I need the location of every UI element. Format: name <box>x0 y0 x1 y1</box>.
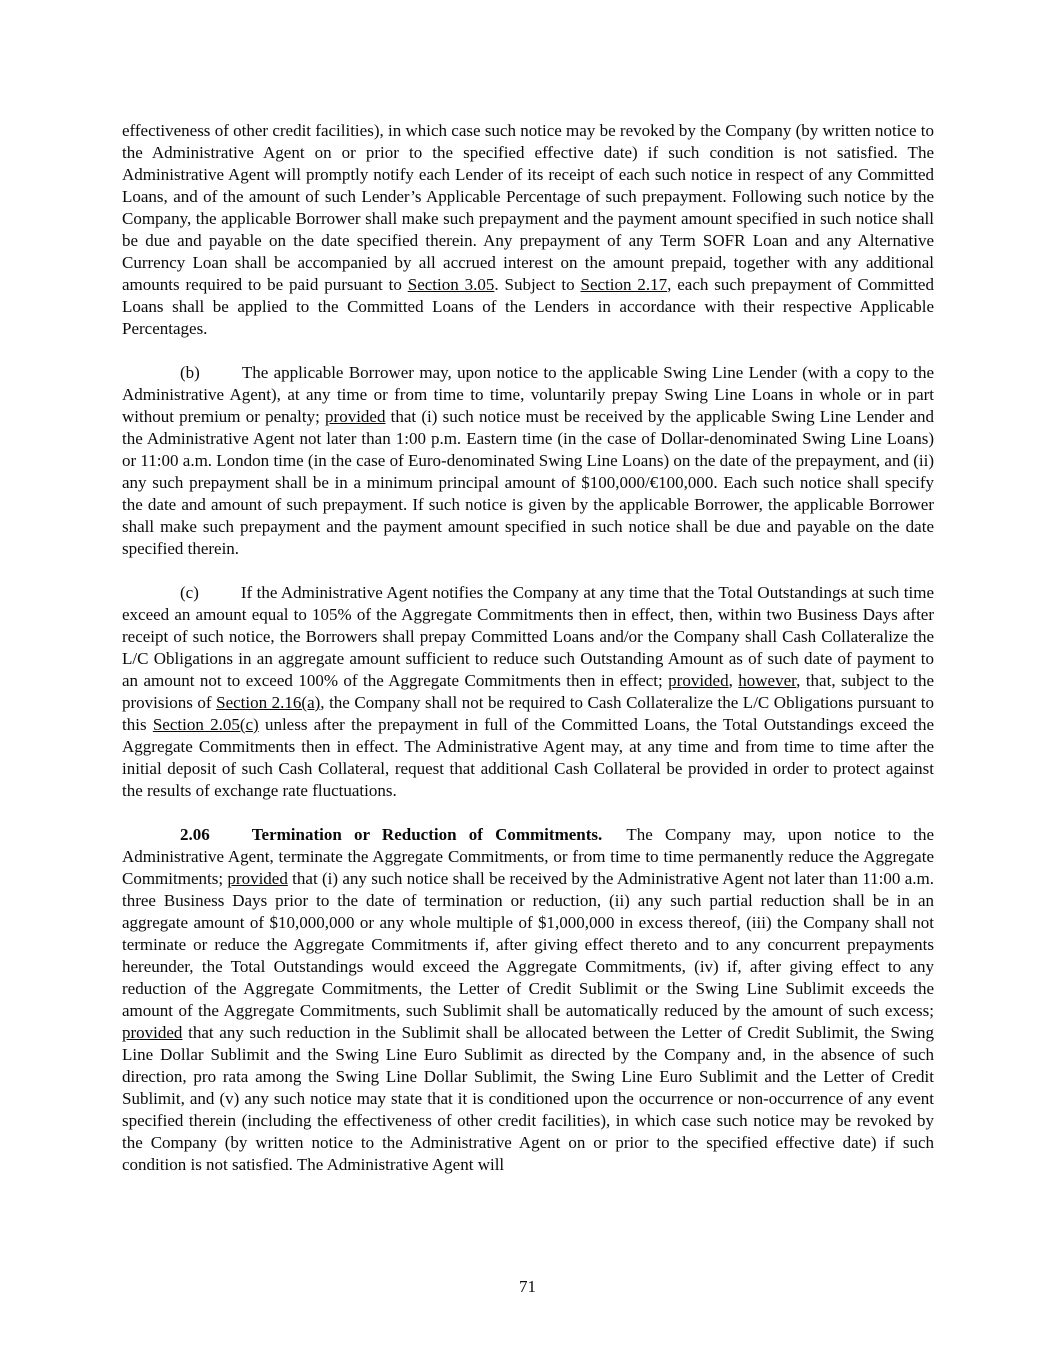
text-run: The applicable Borrower may, upon notice to the applicable Swing Line Lender (with a copy to the Administrative Agent), at any time or from time to time, voluntarily prepay Swing Line Loans in whole or in part without premium or penalty; <box>122 363 934 426</box>
text-run: Section 2.16(a) <box>216 693 321 712</box>
text-run: 2.06 <box>180 825 210 844</box>
paragraph-prepayment-continuation <box>122 120 934 340</box>
text-run: provided <box>668 671 729 690</box>
text-run: that any such reduction in the Sublimit shall be allocated between the Letter of Credit Sublimit, the Swing Line Dollar Sublimit and the Swing Line Euro Sublimit as directed by the Company and, in the absence of such direction, pro rata among the Swing Line Dollar Sublimit, the Swing Line Euro Sublimit and the Letter of Credit Sublimit, and (v) any such notice may state that it is conditioned upon the occurrence or non-occurrence of any event specified therein (including the effectiveness of other credit facilities), in which case such notice may be revoked by the Company (by written notice to the Administrative Agent on or prior to the specified effective date) if such condition is not satisfied. The Administrative Agent will <box>122 1023 934 1174</box>
text-run: , each such prepayment of Committed Loans shall be applied to the Committed Loans of the Lenders in accordance with their respective Applicable Percentages. <box>122 275 934 338</box>
text-run: Section 2.05(c) <box>152 715 259 734</box>
paragraph-clause-b-swing-line-prepayments <box>122 362 934 560</box>
text-run: provided <box>227 869 288 888</box>
text-run: The Company may, upon notice to the Administrative Agent, terminate the Aggregate Commitments, or from time to time permanently reduce the Aggregate Commitments; <box>122 825 934 888</box>
text-run: provided <box>122 1023 183 1042</box>
text-run: Section 3.05 <box>407 275 495 294</box>
text-run: , the Company shall not be required to Cash Collateralize the L/C Obligations pursuant to this <box>122 693 935 734</box>
text-run: that (i) any such notice shall be received by the Administrative Agent not later than 11:00 a.m. three Business Days prior to the date of termination or reduction, (ii) any such partial reduction shall be in an aggregate amount of $10,000,000 or any whole multiple of $1,000,000 in excess thereof, (iii) the Company shall not terminate or reduce the Aggregate Commitments if, after giving effect thereto and to any concurrent prepayments hereunder, the Total Outstandings would exceed the Aggregate Commitments, (iv) if, after giving effect to any reduction of the Aggregate Commitments, the Letter of Credit Sublimit or the Swing Line Sublimit exceeds the amount of the Aggregate Commitments, such Sublimit shall be automatically reduced by the amount of such excess; <box>122 869 934 1020</box>
text-run: (c) <box>180 583 199 602</box>
paragraph-clause-c-total-outstandings <box>122 582 934 802</box>
text-run: Section 2.17 <box>580 275 668 294</box>
text-run: that (i) such notice must be received by the applicable Swing Line Lender and the Administrative Agent not later than 1:00 p.m. Eastern time (in the case of Dollar-denominated Swing Line Loans) or 11:00 a.m. London time (in the case of Euro-denominated Swing Line Loans) on the date of the prepayment, and (ii) any such prepayment shall be in a minimum principal amount of $100,000/€100,000. Each such notice shall specify the date and amount of such prepayment. If such notice is given by the applicable Borrower, the applicable Borrower shall make such prepayment and the payment amount specified in such notice shall be due and payable on the date specified therein. <box>122 407 934 558</box>
text-run: , that, subject to the provisions of <box>122 671 935 712</box>
text-run: , <box>728 671 739 690</box>
text-run: . Subject to <box>494 275 581 294</box>
paragraph-section-2-06-termination-or-reduction <box>122 824 934 1176</box>
text-run: (b) <box>180 363 200 382</box>
text-run: Termination or Reduction of Commitments. <box>251 825 603 844</box>
text-run: however <box>738 671 797 690</box>
text-run: If the Administrative Agent notifies the Company at any time that the Total Outstandings at such time exceed an amount equal to 105% of the Aggregate Commitments then in effect, then, within two Business Days after receipt of such notice, the Borrowers shall prepay Committed Loans and/or the Company shall Cash Collateralize the L/C Obligations in an aggregate amount sufficient to reduce such Outstanding Amount as of such date of payment to an amount not to exceed 100% of the Aggregate Commitments then in effect; <box>122 583 934 690</box>
text-run: provided <box>325 407 386 426</box>
text-run: effectiveness of other credit facilities), in which case such notice may be revoked by the Company (by written notice to the Administrative Agent on or prior to the specified effective date) if such condition is not satisfied. The Administrative Agent will promptly notify each Lender of its receipt of each such notice in respect of any Committed Loans, and of the amount of such Lender’s Applicable Percentage of such prepayment. Following such notice by the Company, the applicable Borrower shall make such prepayment and the payment amount specified in such notice shall be due and payable on the date specified therein. Any prepayment of any Term SOFR Loan and any Alternative Currency Loan shall be accompanied by all accrued interest on the amount prepaid, together with any additional amounts required to be paid pursuant to <box>122 121 934 294</box>
page-number: 71 <box>519 1277 536 1296</box>
document-content <box>122 120 934 1198</box>
text-run: unless after the prepayment in full of the Committed Loans, the Total Outstandings exceed the Aggregate Commitments then in effect. The Administrative Agent may, at any time and from time to time after the initial deposit of such Cash Collateral, request that additional Cash Collateral be provided in order to protect against the results of exchange rate fluctuations. <box>122 715 935 800</box>
